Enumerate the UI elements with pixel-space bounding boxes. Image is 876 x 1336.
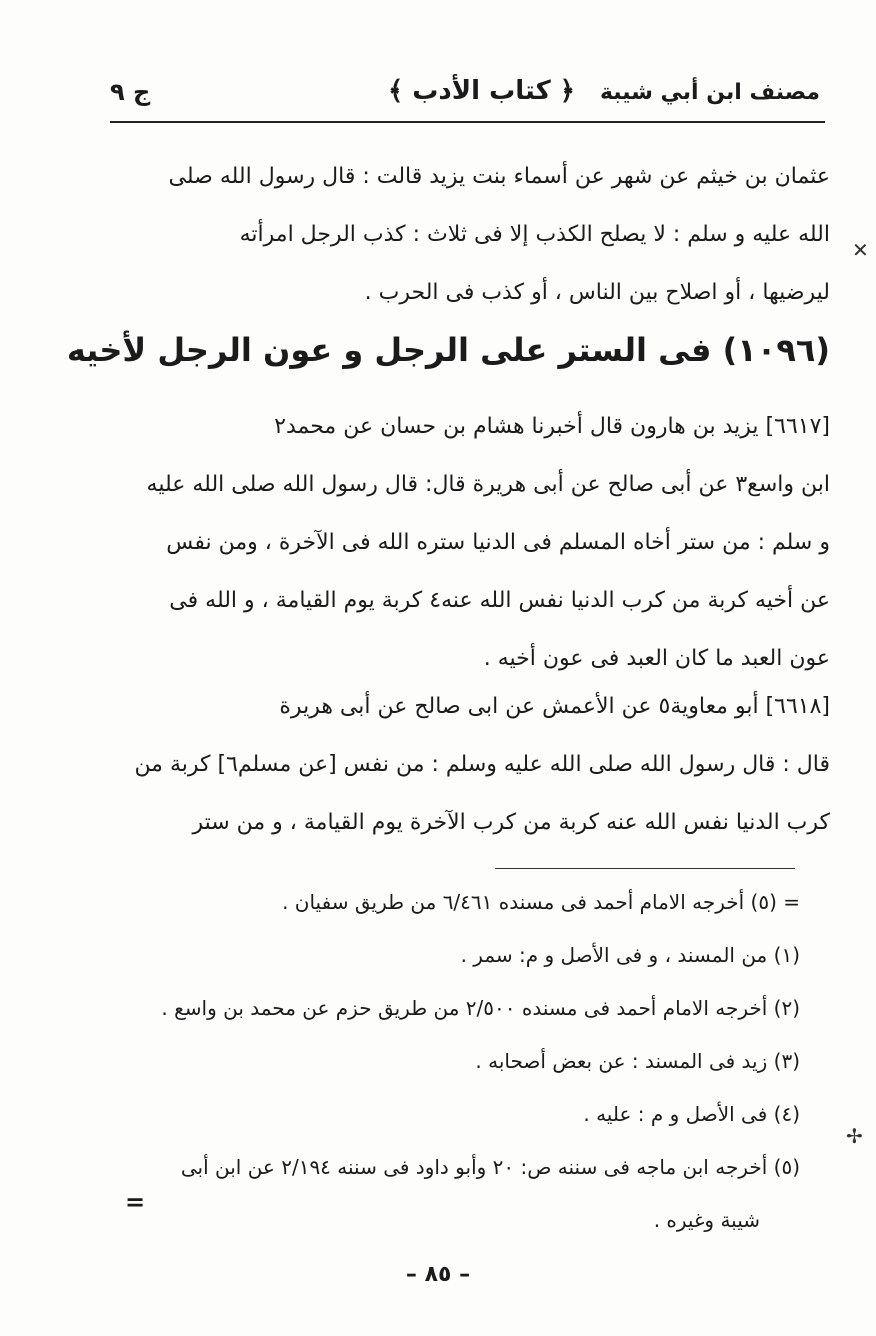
text-line: و سلم : من ستر أخاه المسلم فى الدنيا ستره الله فى الآخرة ، ومن نفس bbox=[166, 530, 830, 555]
text-line: [٦٦١٨] أبو معاوية٥ عن الأعمش عن ابى صالح عن أبى هريرة bbox=[279, 694, 830, 719]
text-line: الله عليه و سلم : لا يصلح الكذب إلا فى ثلاث : كذب الرجل امرأته bbox=[239, 222, 830, 247]
text-line: ليرضيها ، أو اصلاح بين الناس ، أو كذب فى الحرب . bbox=[364, 280, 830, 305]
hadith-6617 bbox=[110, 398, 830, 688]
intro-paragraph bbox=[110, 148, 830, 322]
section-heading: (١٠٩٦) فى الستر على الرجل و عون الرجل لأخيه bbox=[66, 331, 830, 369]
footnote: (١) من المسند ، و فى الأصل و م: سمر . bbox=[460, 943, 800, 967]
footnote: شيبة وغيره . bbox=[653, 1208, 760, 1232]
text-line: عن أخيه كربة من كرب الدنيا نفس الله عنه٤ كربة يوم القيامة ، و الله فى bbox=[169, 588, 830, 613]
margin-mark-icon: ✕ bbox=[852, 238, 869, 262]
header-rule bbox=[110, 121, 825, 123]
text-line: عثمان بن خيثم عن شهر عن أسماء بنت يزيد قالت : قال رسول الله صلى bbox=[168, 164, 830, 189]
text-line: كرب الدنيا نفس الله عنه كربة من كرب الآخرة يوم القيامة ، و من ستر bbox=[192, 810, 830, 835]
footnote: (٥) أخرجه ابن ماجه فى سننه ص: ٢٠ وأبو داود فى سننه ٢/١٩٤ عن ابن أبى bbox=[180, 1155, 800, 1179]
chapter-title: ﴿ كتاب الأدب ﴾ bbox=[388, 76, 575, 106]
text-line: ابن واسع٣ عن أبى صالح عن أبى هريرة قال: قال رسول الله صلى الله عليه bbox=[146, 472, 830, 497]
footnote: (٢) أخرجه الامام أحمد فى مسنده ٢/٥٠٠ من طريق حزم عن محمد بن واسع . bbox=[161, 996, 800, 1020]
footnote-separator bbox=[495, 868, 795, 869]
volume-number: ج ٩ bbox=[110, 78, 151, 106]
footnote: = (٥) أخرجه الامام أحمد فى مسنده ٦/٤٦١ من طريق سفيان . bbox=[282, 890, 800, 914]
text-line: قال : قال رسول الله صلى الله عليه وسلم : من نفس [عن مسلم٦] كربة من bbox=[134, 752, 830, 777]
running-header bbox=[110, 70, 820, 120]
continuation-mark: = bbox=[125, 1188, 146, 1216]
footnote: (٤) فى الأصل و م : عليه . bbox=[583, 1102, 800, 1126]
page-number: – ٨٥ – bbox=[405, 1262, 471, 1287]
footnotes bbox=[100, 876, 800, 1247]
hadith-6618 bbox=[110, 678, 830, 852]
margin-mark-icon: ✢ bbox=[846, 1124, 863, 1148]
footnote: (٣) زيد فى المسند : عن بعض أصحابه . bbox=[475, 1049, 800, 1073]
text-line: عون العبد ما كان العبد فى عون أخيه . bbox=[483, 646, 830, 671]
text-line: [٦٦١٧] يزيد بن هارون قال أخبرنا هشام بن حسان عن محمد٢ bbox=[274, 414, 830, 439]
book-title: مصنف ابن أبي شيبة bbox=[599, 80, 820, 105]
